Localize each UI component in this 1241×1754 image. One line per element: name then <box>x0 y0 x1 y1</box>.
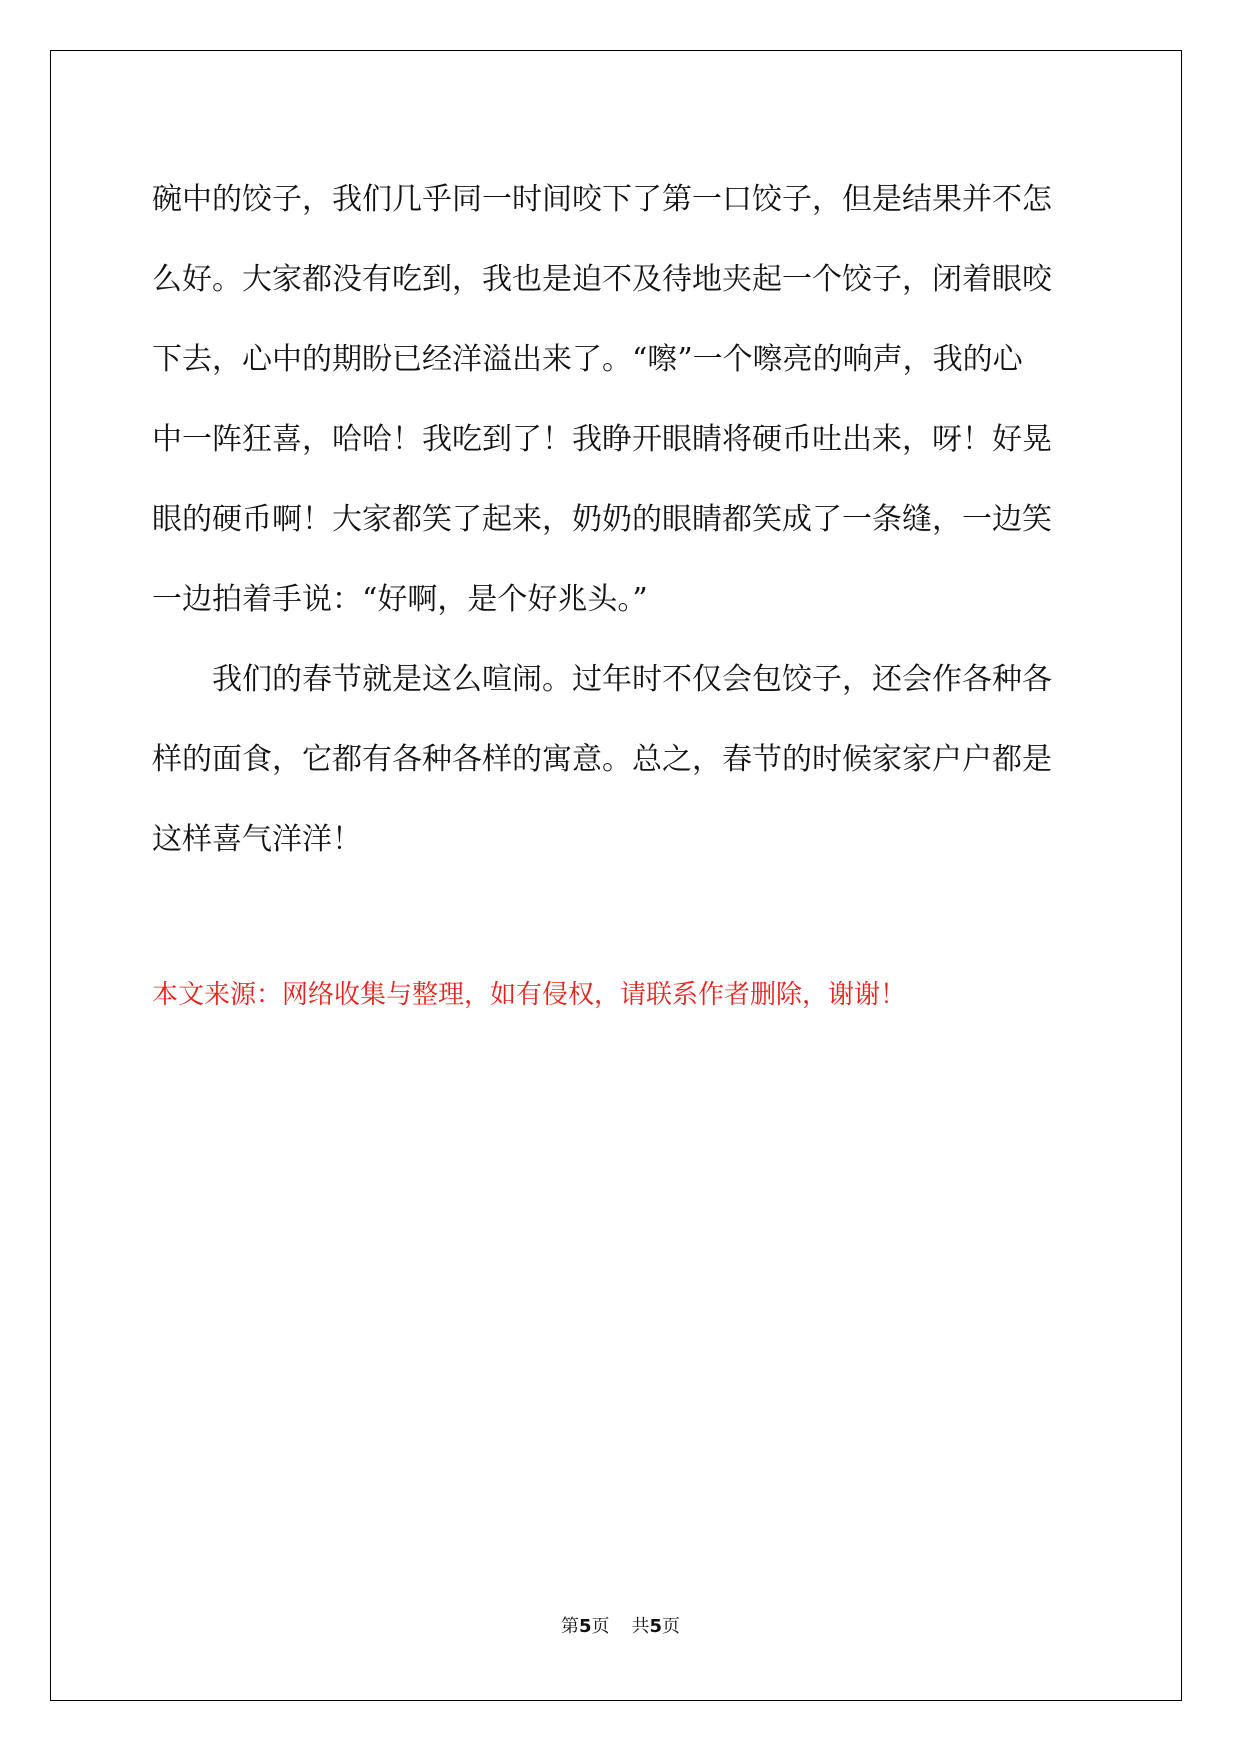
paragraph-line: 一边拍着手说：“好啊，是个好兆头。” <box>152 582 648 617</box>
footer-total-prefix: 共 <box>631 1616 650 1637</box>
document-body <box>152 160 1092 880</box>
footer-page-suffix: 页 <box>591 1616 610 1637</box>
paragraph-line: 碗中的饺子，我们几乎同一时间咬下了第一口饺子，但是结果并不怎 <box>152 182 1052 217</box>
paragraph-line: 下去，心中的期盼已经洋溢出来了。“嚓”一个嚓亮的响声，我的心 <box>152 342 1023 377</box>
source-note: 本文来源：网络收集与整理，如有侵权，请联系作者删除，谢谢！ <box>152 980 907 1010</box>
paragraph-line: 眼的硬币啊！大家都笑了起来，奶奶的眼睛都笑成了一条缝，一边笑 <box>152 502 1052 537</box>
paragraph-line: 样的面食，它都有各种各样的寓意。总之，春节的时候家家户户都是 <box>152 742 1052 777</box>
page-footer <box>0 1612 1241 1638</box>
footer-total-number: 5 <box>649 1616 663 1637</box>
paragraph-line: 中一阵狂喜，哈哈！我吃到了！我睁开眼睛将硬币吐出来，呀！好晃 <box>152 422 1052 457</box>
paragraph-line: 这样喜气洋洋！ <box>152 822 362 857</box>
footer-page-number: 5 <box>578 1616 592 1637</box>
footer-page-prefix: 第 <box>560 1616 579 1637</box>
paragraph-line: 我们的春节就是这么喧闹。过年时不仅会包饺子，还会作各种各 <box>212 662 1052 697</box>
paragraph-line: 么好。大家都没有吃到，我也是迫不及待地夹起一个饺子，闭着眼咬 <box>152 262 1052 297</box>
footer-total-suffix: 页 <box>662 1616 681 1637</box>
